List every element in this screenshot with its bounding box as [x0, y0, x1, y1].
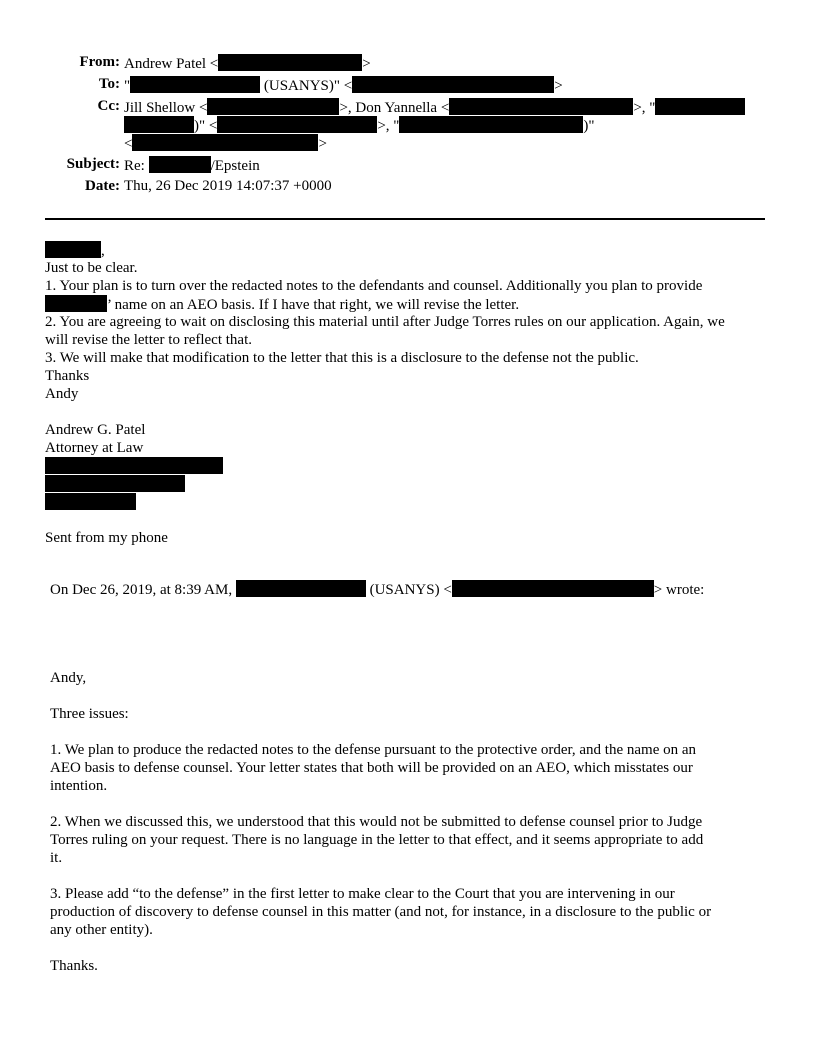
to-end: > [554, 78, 563, 94]
signature-name: Andrew G. Patel [45, 422, 146, 438]
quoted-line: AEO basis to defense counsel. Your letter states that both will be provided on an AEO, which misstates our [50, 760, 693, 776]
to-value [124, 76, 563, 95]
quoted-line: intention. [50, 778, 108, 794]
quoted-intro-c: > wrote: [653, 582, 705, 598]
reply-line: Thanks [45, 368, 90, 384]
from-end: > [362, 56, 371, 72]
from-value [124, 54, 371, 73]
cc-line3-end: > [318, 136, 327, 152]
signature-title: Attorney at Law [45, 440, 144, 456]
from-label: From: [79, 54, 120, 70]
date-label: Date: [85, 178, 120, 194]
header-divider [45, 218, 765, 220]
quoted-line: any other entity). [50, 922, 153, 938]
quoted-line: production of discovery to defense counsel in this matter (and not, for instance, in a disclosure to the public or [50, 904, 712, 920]
quoted-issues: Three issues: [50, 706, 129, 722]
cc-line-3 [124, 134, 327, 153]
cc-line2-a: )" < [194, 118, 218, 134]
redaction [45, 493, 136, 510]
date-value: Thu, 26 Dec 2019 14:07:37 +0000 [124, 178, 332, 194]
quoted-thanks: Thanks. [50, 958, 98, 974]
redaction [452, 580, 654, 597]
quoted-greeting: Andy, [50, 670, 87, 686]
quoted-intro-b: (USANYS) < [365, 582, 452, 598]
redaction [399, 116, 583, 133]
to-agency: (USANYS)" < [260, 78, 353, 94]
to-open: " [124, 78, 131, 94]
subject-label: Subject: [66, 156, 120, 172]
sent-from: Sent from my phone [45, 530, 168, 546]
redaction [236, 580, 366, 597]
reply-line: will revise the letter to reflect that. [45, 332, 252, 348]
redaction [352, 76, 554, 93]
redaction [45, 457, 223, 474]
reply-line [45, 295, 519, 314]
to-label: To: [98, 76, 120, 92]
subject-rest: /Epstein [210, 158, 260, 174]
cc-line-2 [124, 116, 595, 135]
reply-line-3-text: ’ name on an AEO basis. If I have that right, we will revise the letter. [107, 297, 520, 313]
redaction [149, 156, 211, 173]
cc-sep: >, " [633, 100, 656, 116]
redaction [45, 475, 185, 492]
redaction [45, 241, 101, 258]
quoted-intro [50, 580, 704, 599]
cc-jill: Jill Shellow < [124, 100, 208, 116]
from-name: Andrew Patel < [124, 56, 219, 72]
cc-line-1 [124, 98, 745, 117]
reply-line: Just to be clear. [45, 260, 138, 276]
redaction [218, 54, 362, 71]
cc-line2-c: )" [583, 118, 595, 134]
redaction [217, 116, 377, 133]
reply-greeting [45, 241, 105, 260]
cc-line2-b: >, " [377, 118, 400, 134]
reply-line: 1. Your plan is to turn over the redacted notes to the defendants and counsel. Additionally you plan to provide [45, 278, 703, 294]
cc-line3-open: < [124, 136, 133, 152]
subject-value [124, 156, 260, 175]
quoted-line: 3. Please add “to the defense” in the first letter to make clear to the Court that you are intervening in our [50, 886, 675, 902]
redaction [45, 295, 107, 312]
cc-don: >, Don Yannella < [339, 100, 450, 116]
redaction [132, 134, 318, 151]
cc-label: Cc: [97, 98, 120, 114]
reply-line: 2. You are agreeing to wait on disclosing this material until after Judge Torres rules on our application. Again, we [45, 314, 725, 330]
quoted-line: 2. When we discussed this, we understood that this would not be submitted to defense counsel prior to Judge [50, 814, 703, 830]
quoted-line: it. [50, 850, 63, 866]
redaction [207, 98, 339, 115]
quoted-line: 1. We plan to produce the redacted notes to the defense pursuant to the protective order, and the name on an [50, 742, 697, 758]
redaction [655, 98, 745, 115]
subject-re: Re: [124, 158, 149, 174]
reply-line: Andy [45, 386, 79, 402]
redaction [449, 98, 633, 115]
greeting-suffix: , [101, 243, 105, 259]
quoted-line: Torres ruling on your request. There is no language in the letter to that effect, and it seems appropriate to add [50, 832, 704, 848]
reply-line: 3. We will make that modification to the letter that this is a disclosure to the defense not the public. [45, 350, 639, 366]
redaction [130, 76, 260, 93]
redaction [124, 116, 194, 133]
quoted-intro-a: On Dec 26, 2019, at 8:39 AM, [50, 582, 236, 598]
